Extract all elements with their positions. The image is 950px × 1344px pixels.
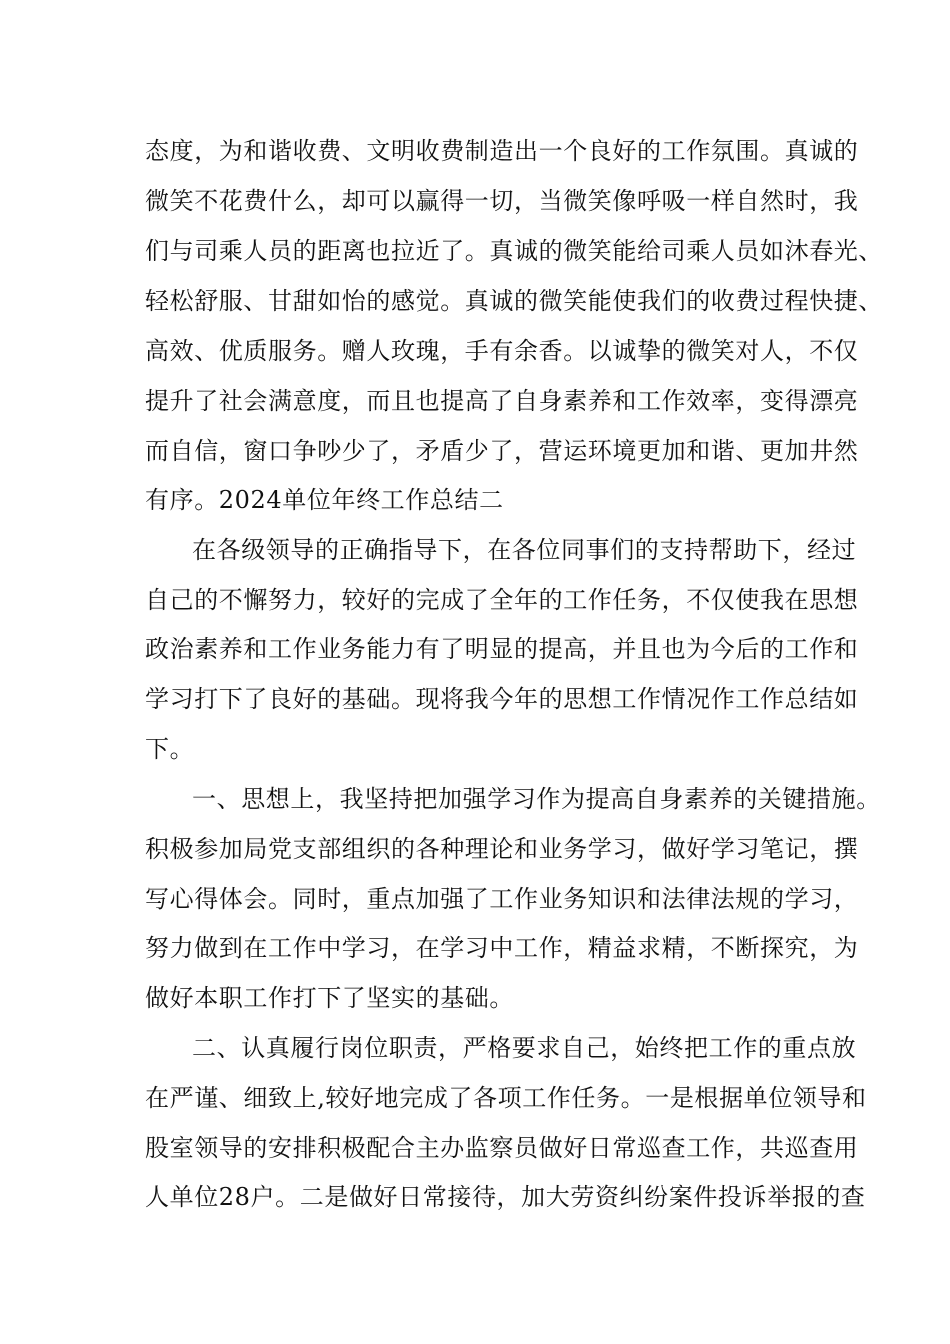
text-line: 微笑不花费什么，却可以赢得一切，当微笑像呼吸一样自然时，我 [145, 187, 859, 215]
text-line: 积极参加局党支部组织的各种理论和业务学习，做好学习笔记，撰 [145, 835, 859, 863]
text-line: 写心得体会。同时，重点加强了工作业务知识和法律法规的学习， [145, 885, 859, 913]
text-line: 政治素养和工作业务能力有了明显的提高，并且也为今后的工作和 [145, 635, 859, 663]
text-line: 自己的不懈努力，较好的完成了全年的工作任务，不仅使我在思想 [145, 586, 859, 614]
text-line: 而自信，窗口争吵少了，矛盾少了，营运环境更加和谐、更加井然 [145, 437, 859, 465]
text-line: 下。 [145, 735, 195, 763]
text-line: 做好本职工作打下了坚实的基础。 [145, 984, 514, 1012]
text-line: 轻松舒服、甘甜如怡的感觉。真诚的微笑能使我们的收费过程快捷、 [145, 287, 883, 315]
text-line: 们与司乘人员的距离也拉近了。真诚的微笑能给司乘人员如沐春光、 [145, 237, 883, 265]
text-line: 在严谨、细致上,较好地完成了各项工作任务。一是根据单位领导和 [145, 1084, 867, 1112]
text-line: 努力做到在工作中学习，在学习中工作，精益求精，不断探究，为 [145, 934, 859, 962]
text-line: 股室领导的安排积极配合主办监察员做好日常巡查工作，共巡查用 [145, 1134, 859, 1162]
text-line: 人单位28户。二是做好日常接待，加大劳资纠纷案件投诉举报的查 [145, 1183, 866, 1211]
text-line: 有序。2024单位年终工作总结二 [145, 486, 504, 514]
paragraph-first-line: 在各级领导的正确指导下，在各位同事们的支持帮助下，经过 [192, 536, 857, 564]
paragraph-first-line: 二、认真履行岗位职责，严格要求自己，始终把工作的重点放 [192, 1034, 857, 1062]
text-line: 高效、优质服务。赠人玫瑰，手有余香。以诚挚的微笑对人，不仅 [145, 337, 859, 365]
text-line: 提升了社会满意度，而且也提高了自身素养和工作效率，变得漂亮 [145, 387, 859, 415]
text-line: 态度，为和谐收费、文明收费制造出一个良好的工作氛围。真诚的 [145, 137, 859, 165]
paragraph-first-line: 一、思想上，我坚持把加强学习作为提高自身素养的关键措施。 [192, 785, 881, 813]
text-line: 学习打下了良好的基础。现将我今年的思想工作情况作工作总结如 [145, 685, 859, 713]
